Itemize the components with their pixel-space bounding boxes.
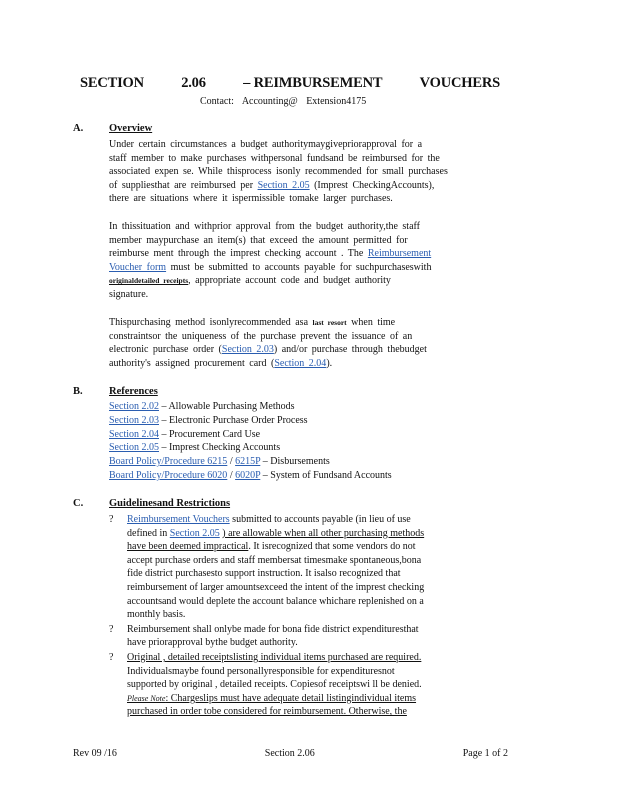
guideline-item bbox=[109, 623, 521, 650]
bullet-mark: ? bbox=[109, 651, 114, 663]
title-dash: – bbox=[243, 75, 251, 91]
b1-underlined-1: ) are allowable when all other purchasing methods bbox=[222, 527, 425, 539]
contact-line: Contact: Accounting@ Extension4175 bbox=[200, 96, 367, 107]
p3-line-3-text: electronic purchase order ( bbox=[109, 344, 222, 356]
bullet-mark: ? bbox=[109, 514, 114, 525]
footer-revision: Rev 09 /16 bbox=[73, 748, 117, 759]
b1-line-1 bbox=[127, 513, 521, 527]
section-2-05-link[interactable]: Section 2.05 bbox=[257, 179, 310, 191]
reference-link-2[interactable]: 6215P bbox=[235, 456, 261, 468]
b1-line-6: reimbursement of larger amountsexceed the intent of the imprest checking bbox=[127, 581, 425, 593]
title-name: REIMBURSEMENT bbox=[253, 75, 383, 91]
b1-line-3-tail: . It isrecognized that some vendors do not bbox=[248, 541, 416, 553]
last-resort-text: last resort bbox=[312, 318, 347, 327]
reference-text: – System of Fundsand Accounts bbox=[262, 469, 392, 481]
p2-line-4-tail: must be submitted to accounts payable for suchpurchaseswith bbox=[166, 261, 432, 273]
p2-line-3-text: reimburse ment through the imprest checking account . The bbox=[109, 248, 364, 260]
reference-item bbox=[109, 414, 392, 428]
p3-line-3-tail: ) and/or purchase through thebudget bbox=[273, 344, 427, 356]
overview-paragraph-1 bbox=[109, 138, 521, 206]
references-list bbox=[109, 400, 392, 483]
voucher-form-link[interactable]: Voucher form bbox=[109, 261, 167, 273]
title-section-number: 2.06 bbox=[181, 75, 206, 91]
p2-line-4 bbox=[109, 261, 521, 275]
b1-line-8: monthly basis. bbox=[127, 609, 186, 621]
b3-line-5: purchased in order tobe considered for reimbursement. Otherwise, the bbox=[127, 706, 407, 718]
reference-item bbox=[109, 428, 392, 442]
p1-line-2: staff member to make purchases withpersonal fundsand be reimbursed for the bbox=[109, 152, 440, 164]
title-name-2: VOUCHERS bbox=[419, 75, 500, 91]
p3-line-1 bbox=[109, 316, 521, 330]
section-a-heading: Overview bbox=[109, 123, 153, 134]
reference-separator: / bbox=[229, 456, 233, 468]
section-c-heading: Guidelinesand Restrictions bbox=[109, 498, 231, 509]
p2-line-1: In thissituation and withprior approval from the budget authority,the staff bbox=[109, 221, 420, 232]
reference-link[interactable]: Board Policy/Procedure 6215 bbox=[109, 456, 228, 468]
p1-line-3: associated expen se. While thisprocess isonly recommended for small purchases bbox=[109, 166, 448, 178]
p3-line-4-text: authority's assigned procurement card ( bbox=[109, 357, 275, 369]
reference-item bbox=[109, 400, 392, 414]
p1-line-4 bbox=[109, 179, 521, 193]
page-title bbox=[80, 75, 500, 92]
reimbursement-vouchers-link[interactable]: Reimbursement Vouchers bbox=[127, 514, 230, 525]
p1-line-4-text: of suppliesthat are reimbursed per bbox=[109, 179, 254, 191]
p2-line-6: signature. bbox=[109, 288, 149, 300]
b3-line-4 bbox=[127, 692, 521, 706]
reference-text: – Procurement Card Use bbox=[161, 428, 261, 440]
section-a-letter: A. bbox=[73, 123, 84, 134]
p2-line-3 bbox=[109, 247, 521, 261]
b3-line-2: Individualsmaybe found personallyresponsible for expendituresnot bbox=[127, 665, 395, 677]
b1-line-2 bbox=[127, 527, 521, 541]
b1-line-3 bbox=[127, 540, 521, 554]
p3-line-4-tail: ). bbox=[326, 357, 333, 369]
reference-link[interactable]: Board Policy/Procedure 6020 bbox=[109, 469, 228, 481]
title-section-word: SECTION bbox=[80, 75, 144, 91]
reference-text: – Allowable Purchasing Methods bbox=[161, 401, 295, 412]
reference-separator: / bbox=[229, 469, 233, 481]
overview-paragraph-3 bbox=[109, 316, 521, 370]
p3-line-3 bbox=[109, 343, 521, 357]
b1-line-7: accountsand would deplete the account balance whichare replenished on a bbox=[127, 595, 424, 607]
p1-line-5: there are situations where it ispermissible tomake larger purchases. bbox=[109, 193, 393, 205]
b1-line-4: accept purchase orders and staff membersat timesmake spontaneous,bona bbox=[127, 554, 422, 566]
reference-item bbox=[109, 441, 392, 455]
reference-text: – Imprest Checking Accounts bbox=[161, 442, 281, 454]
p2-line-5 bbox=[109, 274, 521, 288]
b3-underlined-2: : Chargeslips must have adequate detail listingindividual items bbox=[165, 692, 417, 704]
p3-line-1-text: Thispurchasing method isonlyrecommended asa bbox=[109, 317, 309, 328]
b3-line-3: supported by original , detailed receipts. Copiesof receiptswi ll be denied. bbox=[127, 679, 422, 691]
reference-text: – Electronic Purchase Order Process bbox=[161, 414, 308, 426]
reference-link-2[interactable]: 6020P bbox=[235, 469, 261, 481]
reference-item bbox=[109, 455, 392, 469]
section-2-05-link-c[interactable]: Section 2.05 bbox=[169, 527, 220, 539]
reference-link[interactable]: Section 2.05 bbox=[109, 442, 159, 454]
p1-line-1: Under certain circumstances a budget authoritymaygivepriorapproval for a bbox=[109, 139, 423, 150]
guidelines-list bbox=[109, 513, 521, 720]
p3-line-4 bbox=[109, 357, 521, 371]
p3-line-1-tail: when time bbox=[346, 317, 396, 328]
section-c-letter: C. bbox=[73, 498, 84, 509]
please-note-label: Please Note bbox=[127, 693, 166, 703]
page-footer bbox=[73, 748, 508, 759]
overview-paragraph-2 bbox=[109, 220, 521, 302]
title-dash-name bbox=[243, 75, 382, 92]
b2-line-1: Reimbursement shall onlybe made for bona fide district expendituresthat bbox=[127, 623, 419, 635]
b3-line-1: Original , detailed receiptslisting individual items purchased are required. bbox=[127, 651, 422, 663]
section-b-heading: References bbox=[109, 386, 158, 397]
footer-page-number: Page 1 of 2 bbox=[462, 748, 508, 759]
guideline-item bbox=[109, 651, 521, 719]
b1-line-5: fide district purchasesto support instruction. It isalso recognized that bbox=[127, 568, 401, 580]
b2-line-2: have priorapproval bythe budget authority. bbox=[127, 637, 298, 649]
reference-link[interactable]: Section 2.04 bbox=[109, 428, 159, 440]
reference-link[interactable]: Section 2.03 bbox=[109, 414, 159, 426]
p3-line-2: constraintsor the uniqueness of the purchase prevent the issuance of an bbox=[109, 330, 413, 342]
reference-link[interactable]: Section 2.02 bbox=[109, 401, 159, 412]
bullet-mark: ? bbox=[109, 623, 114, 635]
reimbursement-link[interactable]: Reimbursement bbox=[367, 248, 432, 260]
p2-line-2: member maypurchase an item(s) that exceed the amount permitted for bbox=[109, 234, 408, 246]
p2-line-5-tail: , appropriate account code and budget authority bbox=[188, 275, 391, 287]
b1-underlined-2: have been deemed impractical bbox=[127, 541, 249, 553]
section-b-letter: B. bbox=[73, 386, 83, 397]
footer-section: Section 2.06 bbox=[264, 748, 315, 759]
p1-line-4-tail: (Imprest CheckingAccounts), bbox=[309, 179, 435, 191]
reference-text: – Disbursements bbox=[262, 456, 330, 468]
reference-item bbox=[109, 469, 392, 483]
original-receipts-text: originaldetailed receipts bbox=[109, 276, 189, 286]
guideline-item bbox=[109, 513, 521, 622]
section-2-04-link[interactable]: Section 2.04 bbox=[274, 357, 327, 369]
section-2-03-link[interactable]: Section 2.03 bbox=[221, 344, 274, 356]
b1-line-2-text: defined in bbox=[127, 527, 168, 539]
b1-line-1-text: submitted to accounts payable (in lieu of use bbox=[229, 514, 411, 525]
